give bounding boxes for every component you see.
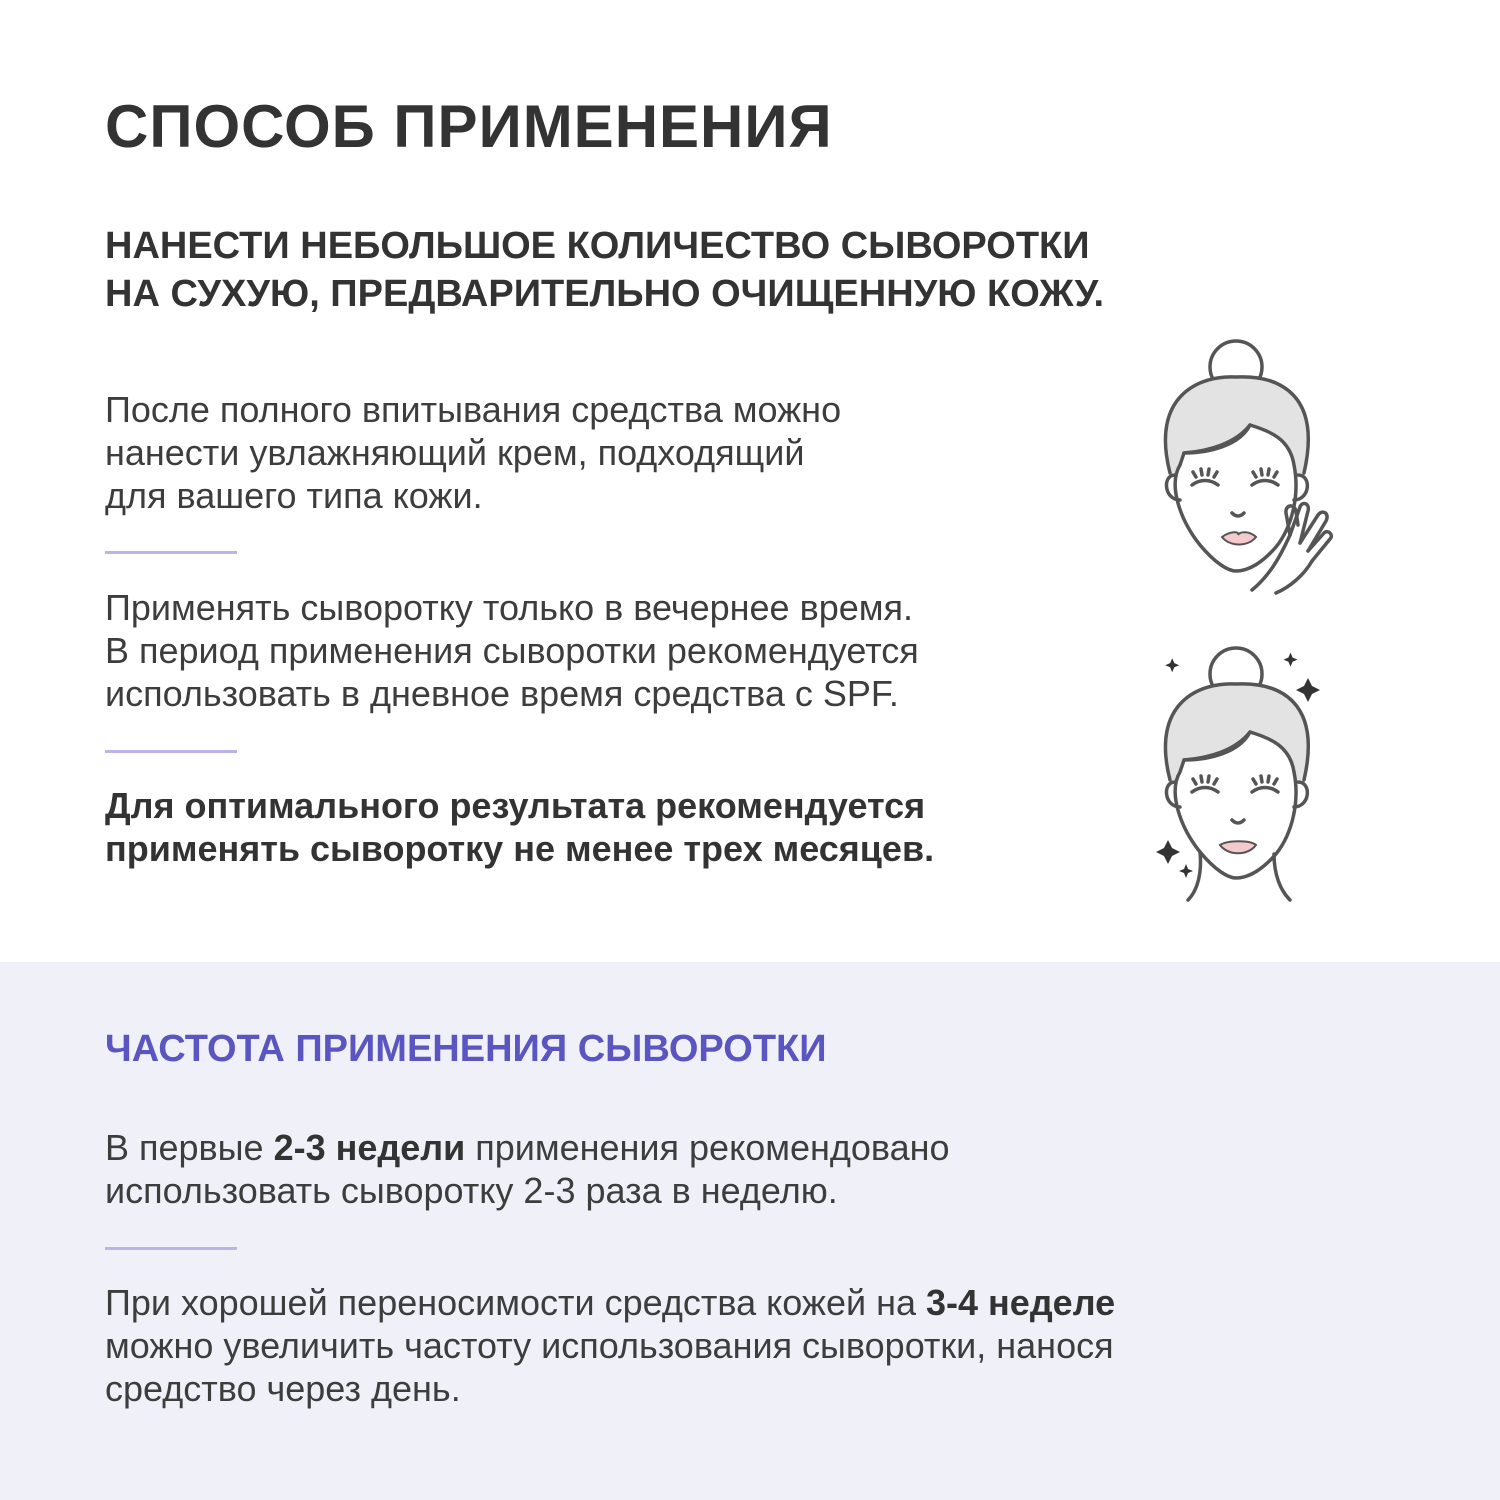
frequency-first-weeks-line xyxy=(105,1126,1305,1169)
weeks-highlight: 2-3 недели xyxy=(273,1127,466,1168)
face-applying-serum-icon xyxy=(1140,335,1340,600)
text-span: применения рекомендовано xyxy=(465,1127,950,1168)
divider xyxy=(105,750,237,753)
divider xyxy=(105,551,237,554)
page-title: СПОСОБ ПРИМЕНЕНИЯ xyxy=(105,93,833,160)
main-instruction-line: НА СУХУЮ, ПРЕДВАРИТЕЛЬНО ОЧИЩЕННУЮ КОЖУ. xyxy=(105,273,1105,315)
duration-note xyxy=(105,784,1065,870)
moisturizer-note-line: для вашего типа кожи. xyxy=(105,475,483,516)
frequency-later-weeks-line xyxy=(105,1281,1355,1324)
evening-use-note-line: Применять сыворотку только в вечернее время. xyxy=(105,587,913,628)
frequency-later-weeks xyxy=(105,1281,1355,1410)
moisturizer-note-line: После полного впитывания средства можно xyxy=(105,389,842,430)
evening-use-note-line: В период применения сыворотки рекомендуется xyxy=(105,630,919,671)
radiant-face-icon xyxy=(1140,640,1340,905)
moisturizer-note xyxy=(105,388,1065,517)
text-span: В первые xyxy=(105,1127,274,1168)
main-instruction-line: НАНЕСТИ НЕБОЛЬШОЕ КОЛИЧЕСТВО СЫВОРОТКИ xyxy=(105,225,1090,267)
frequency-first-weeks xyxy=(105,1126,1305,1212)
moisturizer-note-line: нанести увлажняющий крем, подходящий xyxy=(105,432,805,473)
frequency-title: ЧАСТОТА ПРИМЕНЕНИЯ СЫВОРОТКИ xyxy=(105,1028,827,1070)
frequency-first-weeks-line: использовать сыворотку 2-3 раза в неделю. xyxy=(105,1170,838,1211)
evening-use-note xyxy=(105,586,1065,715)
weeks-highlight: 3-4 неделе xyxy=(926,1282,1116,1323)
main-instruction xyxy=(105,222,1165,318)
frequency-later-weeks-line: можно увеличить частоту использования сыворотки, нанося xyxy=(105,1325,1114,1366)
frequency-later-weeks-line: средство через день. xyxy=(105,1368,461,1409)
duration-note-line: Для оптимального результата рекомендуется xyxy=(105,785,926,826)
evening-use-note-line: использовать в дневное время средства с SPF. xyxy=(105,673,899,714)
duration-note-line: применять сыворотку не менее трех месяцев. xyxy=(105,828,935,869)
divider xyxy=(105,1247,237,1250)
text-span: При хорошей переносимости средства кожей на xyxy=(105,1282,927,1323)
